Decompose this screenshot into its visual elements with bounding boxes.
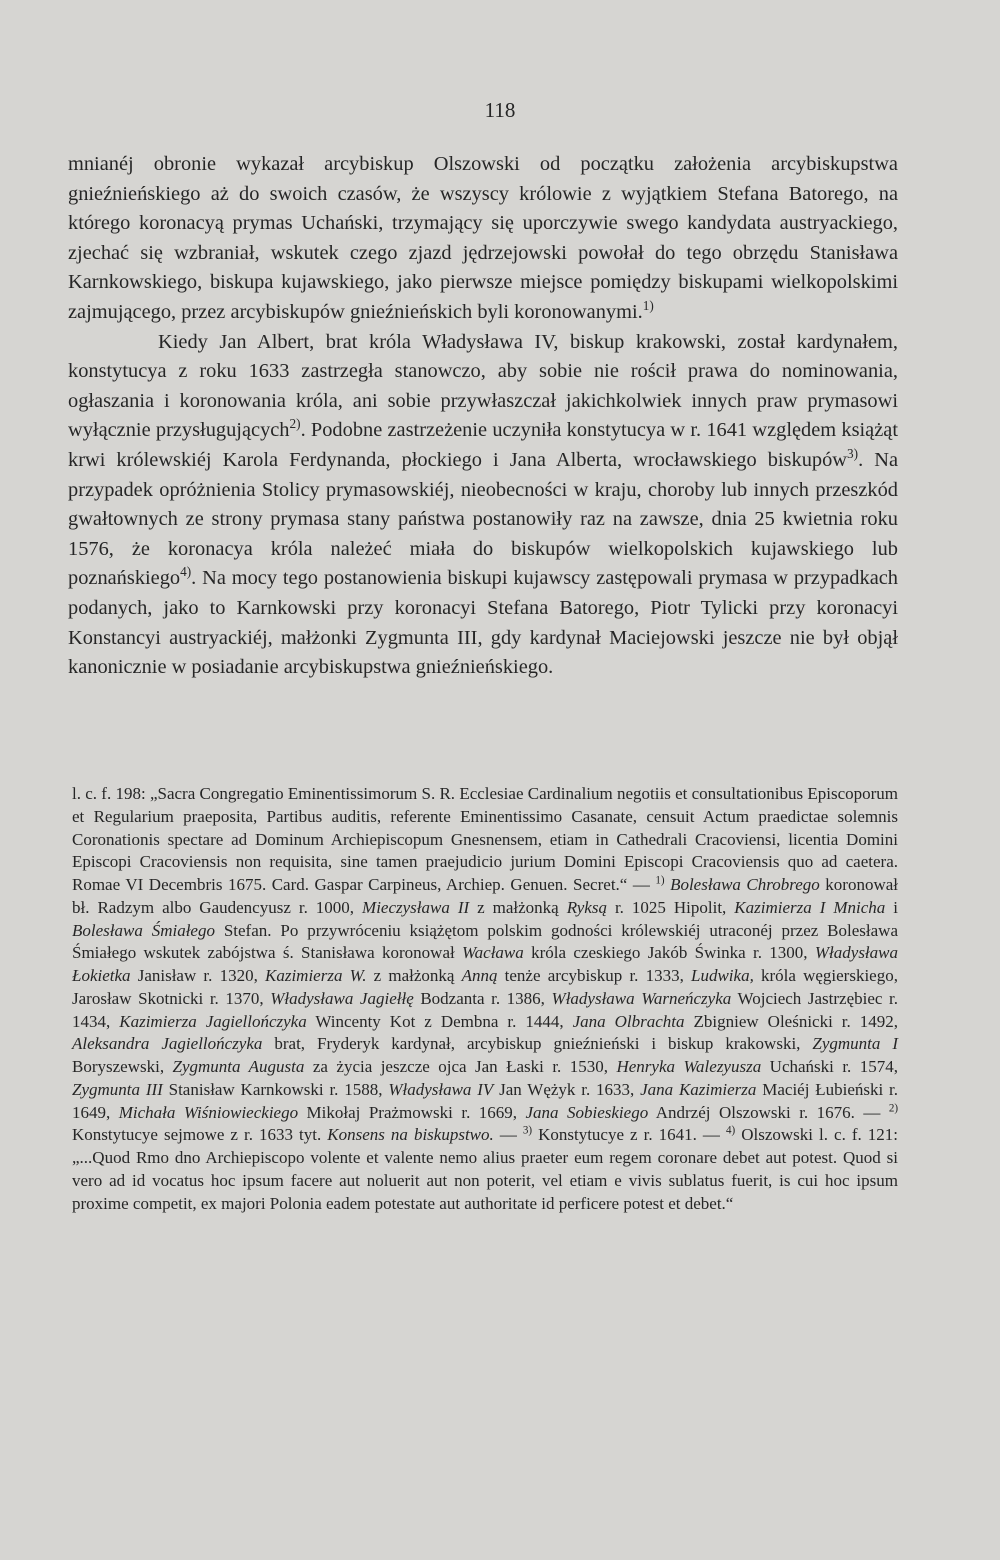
footnote-marker-3: 3) bbox=[522, 1124, 533, 1137]
footnote-name: Jana Olbrachta bbox=[572, 1011, 685, 1031]
paragraph-1 bbox=[68, 150, 898, 328]
footnote-marker-1: 1) bbox=[655, 874, 665, 887]
footnote-text: Zbigniew Oleśnicki r. 1492, bbox=[684, 1011, 899, 1031]
footnote-name: Zygmunta III bbox=[72, 1079, 163, 1099]
footnote-ref-3: 3) bbox=[847, 446, 859, 462]
footnote-text: tenże arcybiskup r. 1333, bbox=[497, 966, 692, 985]
paragraph-2-part-b: . Podobne zastrzeżenie uczyniła konstytucya w r. 1641 względem książąt krwi królewskiéj Karola Ferdynanda, płockiego i Jana Alberta, wrocławskiego biskupów bbox=[68, 419, 898, 471]
footnote-name: Władysława Łokietka bbox=[72, 943, 898, 985]
paragraph-2-part-d: . Na mocy tego postanowienia biskupi kujawscy zastępowali prymasa w przypadkach podanych, jako to Karnkowski przy koronacyi Stefana Batorego, Piotr Tylicki przy koronacyi Konstancyi austryackiéj, małżonki Zygmunta III, gdy kardynał Maciejowski jeszcze nie był objął kanonicznie w posiadanie arcybiskupstwa gnieźnieńskiego. bbox=[68, 567, 898, 679]
footnote-block bbox=[72, 783, 898, 1215]
footnote-text: Mikołaj Prażmowski r. 1669, bbox=[298, 1102, 526, 1122]
page-number: 118 bbox=[484, 98, 516, 122]
footnote-marker-4: 4) bbox=[725, 1124, 736, 1137]
footnote-name: Ryksą bbox=[566, 897, 607, 917]
footnote-text: Boryszewski, bbox=[72, 1057, 173, 1076]
footnote-text: Stefan. Po przywróceniu książętom polskim godności królewskiéj utraconéj przez Bolesława Śmiałego wskutek zabójstwa ś. Stanisława koronował bbox=[72, 920, 898, 963]
footnote-name: Jana Kazimierza bbox=[640, 1079, 757, 1099]
footnote-text: z małżonką bbox=[366, 966, 462, 985]
footnote-title: Konsens na biskupstwo. bbox=[327, 1125, 494, 1145]
paragraph-2-part-a: Kiedy Jan Albert, brat króla Władysława IV, biskup krakowski, został kardynałem, konstytucya z roku 1633 zastrzegła stanowczo, aby sobie nie rościł prawa do nominowania, ogłaszania i koronowania króla, ani sobie przywłaszczał jakichkolwiek innych praw prymasowi wyłącznie przysługujących bbox=[68, 330, 898, 442]
footnote-text: Andrzéj Olszowski r. 1676. — bbox=[648, 1102, 889, 1122]
footnote-name: Kazimierza I Mnicha bbox=[734, 897, 886, 917]
footnote-text: Wincenty Kot z Dembna r. 1444, bbox=[306, 1011, 573, 1031]
footnote-text: Janisław r. 1320, bbox=[130, 966, 265, 985]
paragraph-1-text: mnianéj obronie wykazał arcybiskup Olszowski od początku założenia arcybiskupstwa gnieźnieńskiego aż do swoich czasów, że wszyscy królowie z wyjątkiem Stefana Batorego, na którego koronacyą prymas Uchański, trzymający się uporczywie swego kandydata austryackiego, zjechać się wzbraniał, wskutek czego zjazd jędrzejowski powołał do tego obrzędu Stanisława Karnkowskiego, biskupa kujawskiego, jako pierwsze miejsce pomiędzy biskupami wielkopolskimi zajmującego, przez arcybiskupów gnieźnieńskich byli koronowanymi. bbox=[68, 153, 898, 323]
footnotes bbox=[72, 783, 898, 1215]
footnote-name: Henryka Walezyusza bbox=[616, 1057, 762, 1076]
footnote-text: r. 1025 Hipolit, bbox=[606, 897, 735, 917]
footnote-name: Ludwika, bbox=[691, 966, 754, 985]
footnote-text: Olszowski l. c. f. 121: „...Quod Rmo dno Archiepiscopo volente et valente nemo alius praeter eum regem coronare debet aut potest. Quod si vero ad id vocatus hoc ipsum facere aut noluerit aut non poterit, vel etiam e vivis sublatus fuerit, is cui hoc ipsum proxime competit, ex majori Polonia eadem potestate aut authoritate id perficere potest et debet.“ bbox=[72, 1125, 899, 1213]
footnote-name: Zygmunta I bbox=[812, 1034, 898, 1054]
footnote-name: Aleksandra Jagiellończyka bbox=[72, 1034, 263, 1054]
footnote-text: Konstytucye z r. 1641. — bbox=[532, 1125, 726, 1145]
footnote-name: Władysława IV bbox=[388, 1079, 494, 1099]
footnote-name: Zygmunta Augusta bbox=[172, 1057, 305, 1076]
footnote-text: króla czeskiego Jakób Świnka r. 1300, bbox=[523, 943, 815, 963]
footnote-text: i bbox=[885, 897, 898, 917]
footnote-text: Stanisław Karnkowski r. 1588, bbox=[162, 1079, 389, 1099]
footnote-text: — bbox=[493, 1125, 523, 1145]
footnote-ref-4: 4) bbox=[180, 564, 192, 580]
paragraph-2-part-c: . Na przypadek opróżnienia Stolicy prymasowskiéj, nieobecności w kraju, choroby lub innych przeszkód gwałtownych ze strony prymasa stany państwa postanowiły raz na zawsze, dnia 25 kwietnia roku 1576, że koronacya króla należeć miała do biskupów wielkopolskich kujawskiego lub poznańskiego bbox=[68, 448, 898, 590]
footnote-name: Władysława Warneńczyka bbox=[551, 988, 732, 1008]
footnote-ref-1: 1) bbox=[642, 298, 654, 314]
footnote-text: Konstytucye sejmowe z r. 1633 tyt. bbox=[72, 1125, 328, 1145]
footnote-text: za życia jeszcze ojca Jan Łaski r. 1530, bbox=[304, 1057, 617, 1076]
footnote-name: Kazimierza W. bbox=[264, 966, 367, 985]
footnote-text: Maciéj Łubieński r. 1649, bbox=[72, 1079, 899, 1122]
footnote-text: Jan Wężyk r. 1633, bbox=[493, 1079, 641, 1099]
footnote-name: Bolesława Śmiałego bbox=[72, 920, 215, 940]
footnote-name: Władysława Jagiełłę bbox=[270, 988, 414, 1008]
footnote-name: Jana Sobieskiego bbox=[525, 1102, 649, 1122]
footnote-text: Wojciech Jastrzębiec r. 1434, bbox=[72, 988, 899, 1031]
footnote-text: króla węgierskiego, Jarosław Skotnicki r. 1370, bbox=[72, 966, 898, 1008]
footnote-text: z małżonką bbox=[469, 897, 567, 917]
footnote-text: l. c. f. 198: „Sacra Congregatio Eminentissimorum S. R. Ecclesiae Cardinalium negotiis et consultationibus Episcoporum et Regularium praeposita, Partibus auditis, referente Eminentissimo Casanate, censuit Actum praedictae solemnis Coronationis spectare ad Dominum Archiepiscopum Gnesnensem, etiam in Cathedrali Cracoviensi, licentia Domini Episcopi Cracoviensis non requisita, sine tamen praejudicio jurium Domini Episcopi Cracoviensis quo ad caetera. Romae VI Decembris 1675. Card. Gaspar Carpineus, Archiep. Genuen. Secret.“ — bbox=[72, 784, 898, 894]
footnote-name: Wacława bbox=[462, 943, 524, 963]
footnote-name: Mieczysława II bbox=[362, 897, 470, 917]
footnote-text: Bodzanta r. 1386, bbox=[413, 988, 552, 1008]
footnote-ref-2: 2) bbox=[289, 416, 301, 432]
paragraph-2 bbox=[68, 328, 898, 683]
footnote-name: Bolesława Chrobrego bbox=[664, 875, 820, 894]
footnote-text: koronował bł. Radzym albo Gaudencyusz r. 1000, bbox=[72, 875, 898, 917]
footnote-marker-2: 2) bbox=[888, 1101, 899, 1114]
footnote-name: Kazimierza Jagiellończyka bbox=[119, 1011, 307, 1031]
main-text bbox=[68, 150, 898, 683]
footnote-text: brat, Fryderyk kardynał, arcybiskup gnieźnieński i biskup krakowski, bbox=[262, 1034, 813, 1054]
footnote-name: Anną bbox=[461, 966, 498, 985]
footnote-name: Michała Wiśniowieckiego bbox=[118, 1102, 299, 1122]
footnote-text: Uchański r. 1574, bbox=[761, 1057, 899, 1076]
